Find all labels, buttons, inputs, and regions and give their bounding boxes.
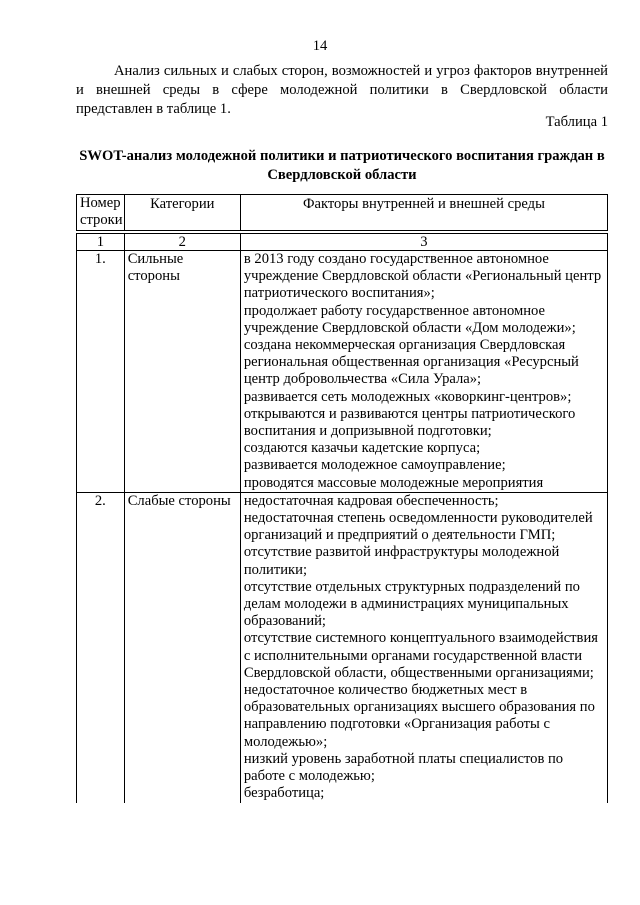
header-row-number: Номер строки [77, 195, 125, 231]
factor-item: недостаточная степень осведомленности руководителей организаций и предприятий о деятельности ГМП; [243, 510, 593, 544]
row-category: Слабые стороны [124, 492, 240, 802]
table-label: Таблица 1 [545, 114, 608, 130]
factor-item: недостаточная кадровая обеспеченность; [243, 492, 499, 509]
factor-item: открываются и развиваются центры патриотического воспитания и допризывной подготовки; [243, 405, 576, 440]
factor-item: продолжает работу государственное автономное учреждение Свердловской области «Дом молодежи»; [243, 302, 576, 336]
table-row [77, 251, 608, 493]
header-row [77, 195, 608, 231]
column-number: 1 [77, 234, 125, 251]
table-row [77, 492, 608, 802]
column-number: 2 [124, 234, 240, 251]
table-title: SWOT-анализ молодежной политики и патриотического воспитания граждан в Свердловской области [79, 148, 605, 183]
row-number: 2. [77, 492, 125, 802]
factor-item: низкий уровень заработной платы специалистов по работе с молодежью; [243, 750, 564, 785]
factor-item: развивается молодежное самоуправление; [243, 457, 506, 474]
header-factors: Факторы внутренней и внешней среды [240, 195, 607, 231]
factor-item: создаются казачьи кадетские корпуса; [243, 440, 481, 457]
factor-item: развивается сеть молодежных «коворкинг-центров»; [243, 388, 572, 405]
row-category: Сильные стороны [124, 251, 240, 493]
row-number: 1. [77, 251, 125, 493]
factor-item: отсутствие системного концептуального взаимодействия с исполнительными органами государственной власти Свердловской области, общественными организациями; [243, 630, 598, 681]
factor-item: в 2013 году создано государственное автономное учреждение Свердловской области «Региональный центр патриотического воспитания»; [243, 251, 602, 302]
column-number: 3 [240, 234, 607, 251]
row-factors [240, 251, 607, 493]
factor-item: безработица; [243, 785, 325, 802]
page-number: 14 [312, 38, 328, 54]
swot-table [76, 233, 608, 803]
intro-paragraph: Анализ сильных и слабых сторон, возможностей и угроз факторов внутренней и внешней среды в сфере молодежной политики в Свердловской области представлен в таблице 1. [76, 63, 608, 117]
row-factors [240, 492, 607, 802]
factor-item: недостаточное количество бюджетных мест в образовательных организациях высшего образования по направлению подготовки «Организация работы с молодежью»; [243, 682, 595, 750]
factor-item: создана некоммерческая организация Свердловская региональная общественная организация «Ресурсный центр добровольчества «Сила Урала»; [243, 337, 579, 388]
column-number-row [77, 234, 608, 251]
factor-item: отсутствие развитой инфраструктуры молодежной политики; [243, 544, 560, 578]
factor-item: проводятся массовые молодежные мероприятия [243, 474, 544, 491]
factor-item: отсутствие отдельных структурных подразделений по делам молодежи в администрациях муниципальных образований; [243, 578, 580, 630]
header-categories: Категории [124, 195, 240, 231]
swot-table-header [76, 194, 608, 231]
